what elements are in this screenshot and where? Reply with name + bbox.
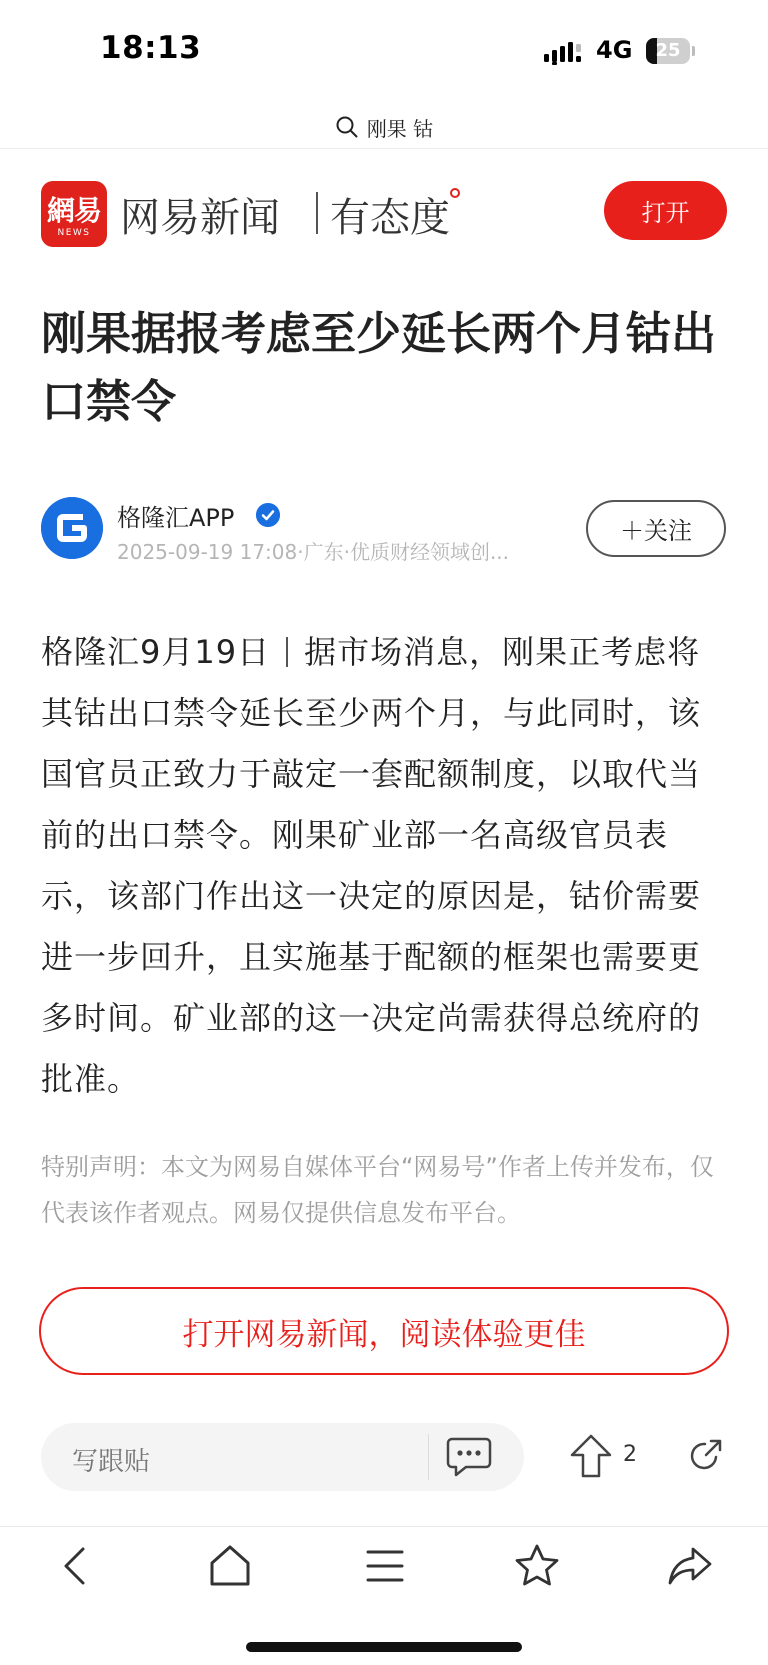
article-body [41, 622, 731, 1110]
netease-news-logo [41, 181, 107, 247]
follow-button[interactable]: ＋关注 [586, 500, 726, 557]
status-time: 18:13 [100, 30, 202, 66]
author-avatar[interactable] [41, 497, 103, 559]
logo-subtext: NEWS [57, 228, 91, 238]
article-text: 据市场消息，刚果正考虑将其钴出口禁令延长至少两个月，与此同时，该国官员正致力于敲定一套配额制度，以取代当前的出口禁令。刚果矿业部一名高级官员表示，该部门作出这一决定的原因是，钴价需要进一步回升，且实施基于配额的框架也需要更多时间。矿业部的这一决定尚需获得总统府的批准。 [41, 633, 702, 1098]
logo-text: 網易 [46, 194, 101, 227]
brand-name: 网易新闻 [120, 195, 280, 241]
upvote-icon[interactable] [568, 1433, 614, 1479]
comment-icon[interactable] [446, 1436, 492, 1478]
disclaimer: 特别声明：本文为网易自媒体平台“网易号”作者上传并发布，仅代表该作者观点。网易仅提供信息发布平台。 [41, 1153, 714, 1227]
battery-icon [646, 38, 696, 64]
article-title: 刚果据报考虑至少延长两个月钴出口禁令 [41, 307, 717, 428]
star-icon[interactable] [512, 1541, 562, 1591]
article-meta: 2025-09-19 17:08·广东·优质财经领域创... [117, 540, 510, 564]
signal-icon [544, 40, 588, 66]
back-icon[interactable] [52, 1541, 102, 1591]
comment-placeholder: 写跟贴 [72, 1447, 151, 1477]
upvote-count: 2 [623, 1442, 637, 1467]
share-icon[interactable] [686, 1437, 724, 1475]
brand-slogan: 有态度 [330, 195, 450, 241]
search-icon [335, 115, 359, 139]
network-type: 4G [596, 36, 633, 64]
lead-separator [286, 637, 288, 667]
home-indicator [246, 1642, 522, 1652]
search-bar[interactable] [0, 106, 768, 148]
header-divider [0, 148, 768, 149]
search-query: 刚果 钴 [366, 116, 434, 141]
menu-icon[interactable] [360, 1541, 410, 1591]
open-app-button[interactable]: 打开 [604, 181, 727, 240]
article-lead: 格隆汇9月19日 [41, 633, 271, 671]
author-name[interactable]: 格隆汇APP [117, 504, 235, 532]
brand-separator [316, 192, 318, 234]
home-icon[interactable] [205, 1541, 255, 1591]
open-in-app-button[interactable]: 打开网易新闻，阅读体验更佳 [39, 1287, 729, 1375]
toolbar-divider [0, 1526, 768, 1527]
verified-icon [256, 503, 280, 527]
battery-percent: 25 [655, 40, 681, 61]
slogan-dot-icon [450, 188, 460, 198]
comment-divider [428, 1434, 429, 1480]
forward-share-icon[interactable] [665, 1541, 715, 1591]
